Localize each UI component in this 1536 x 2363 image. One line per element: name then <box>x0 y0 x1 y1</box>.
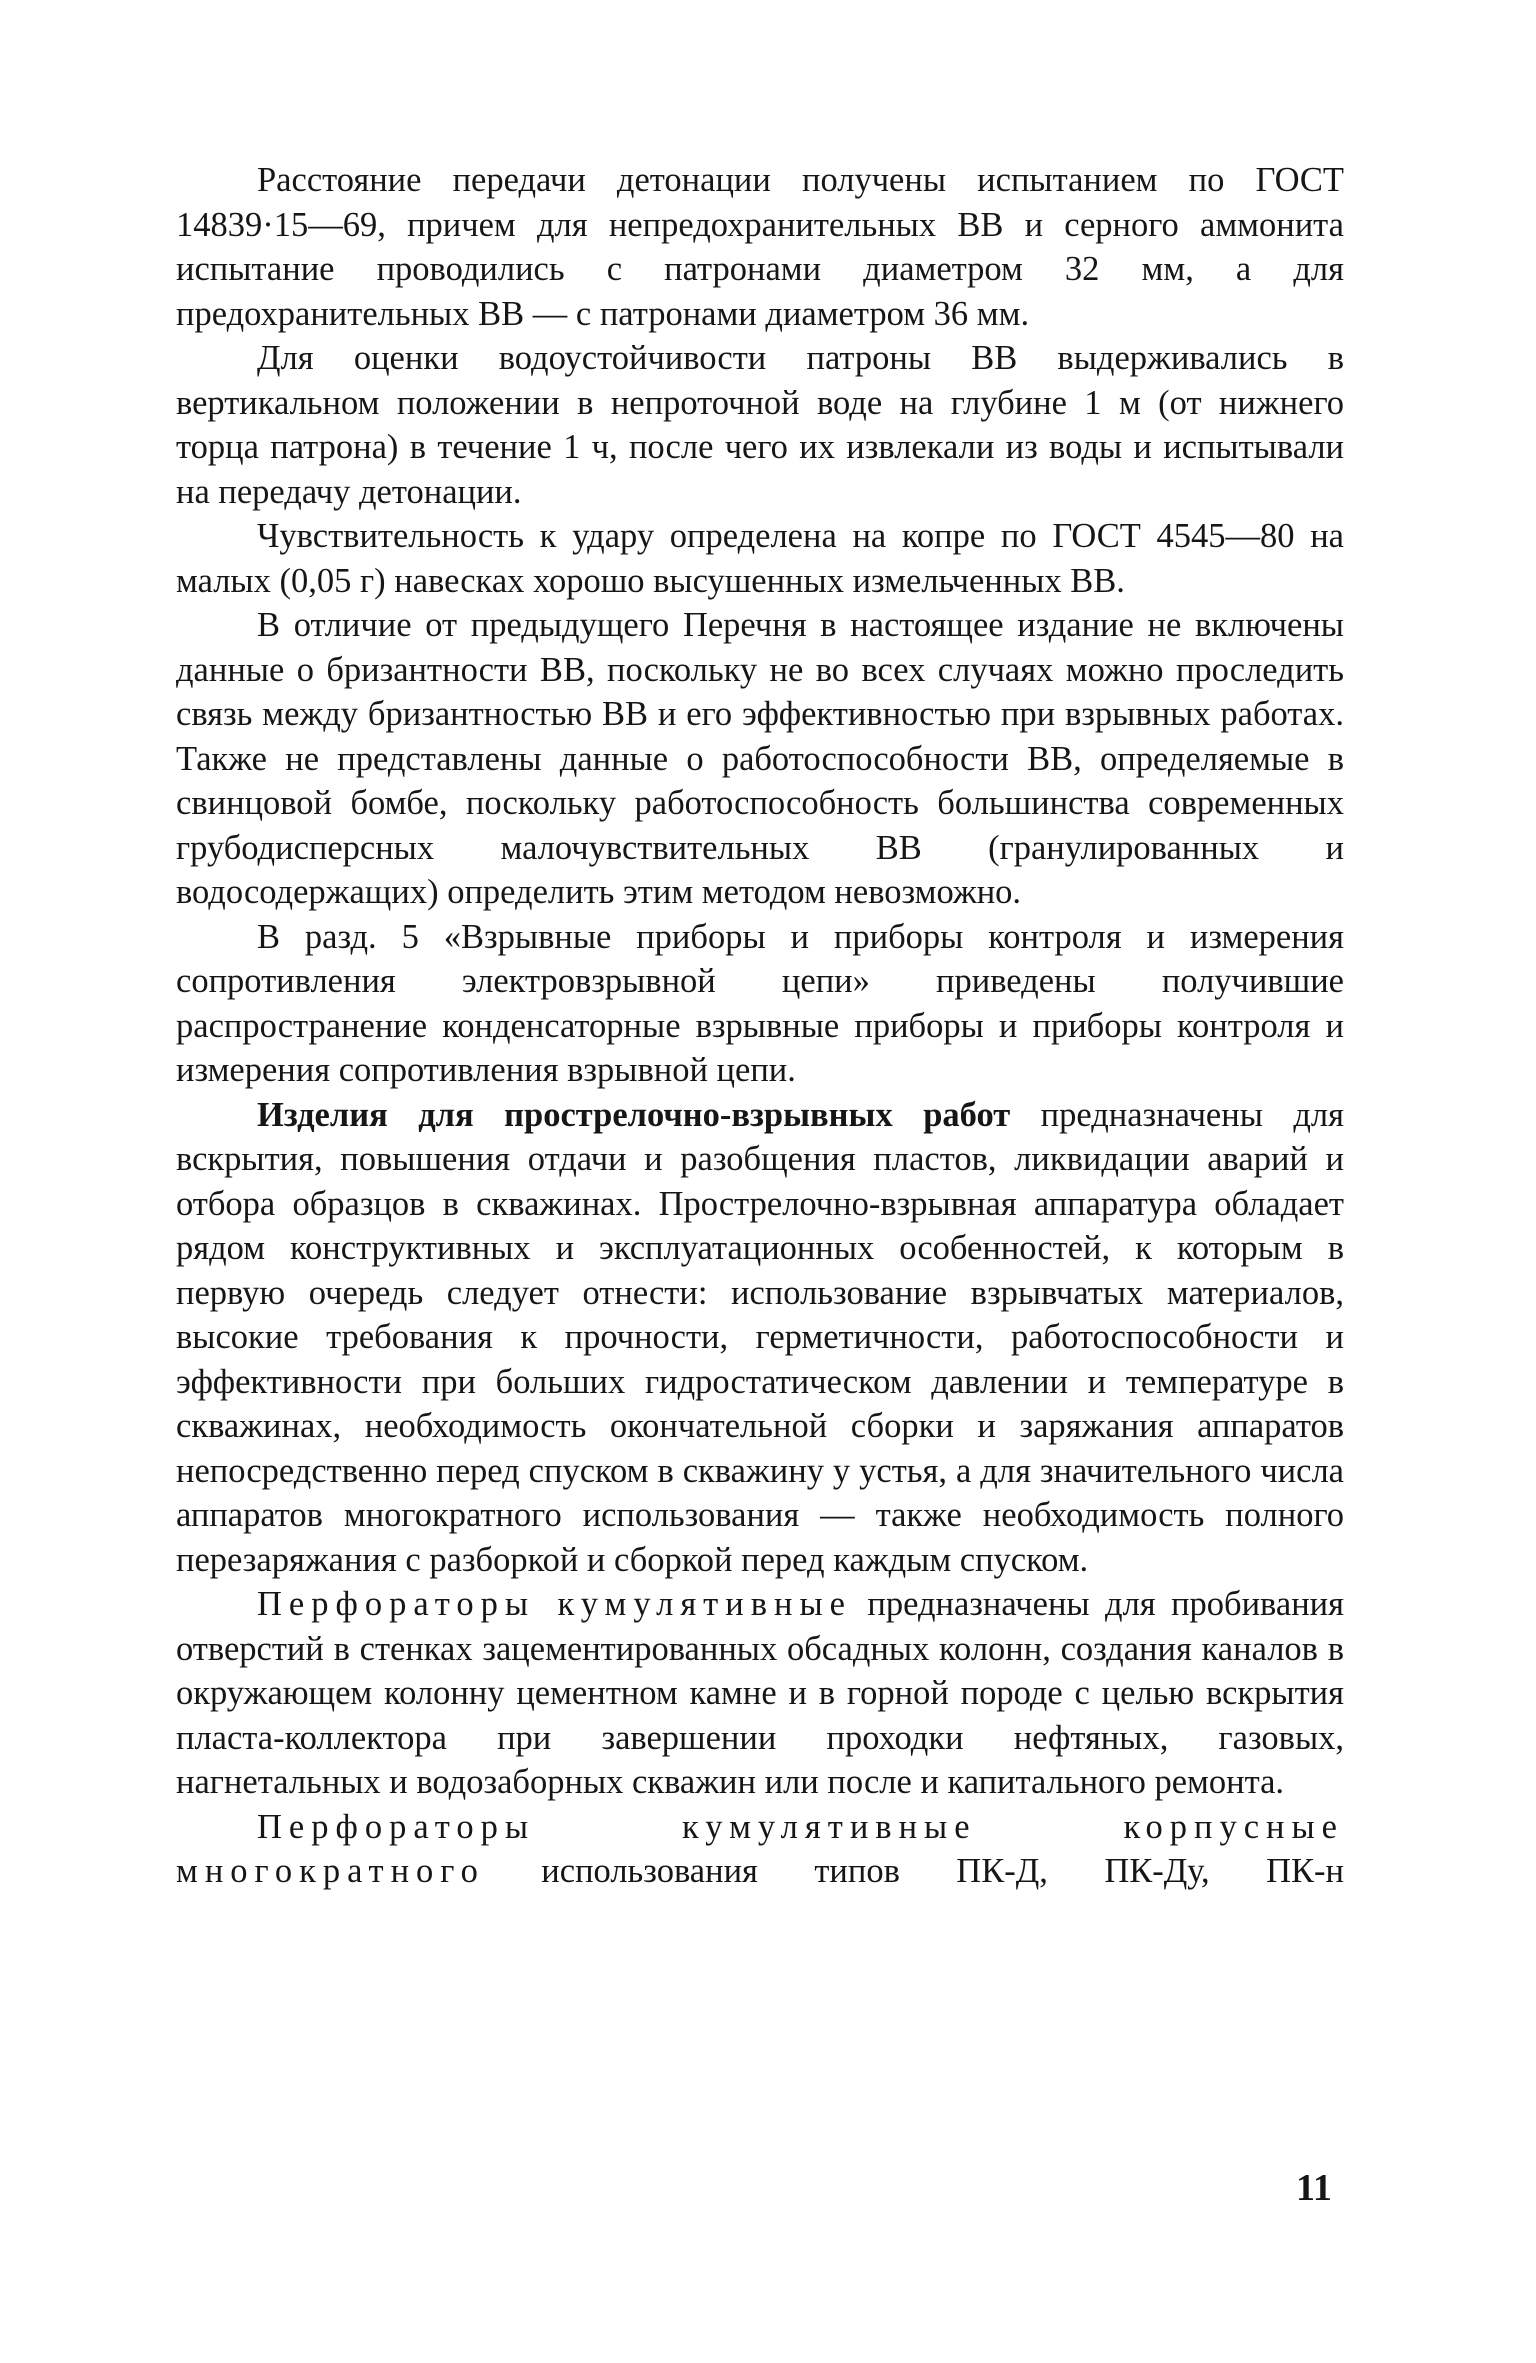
paragraph-impact-sensitivity: Чувствительность к удару определена на копре по ГОСТ 4545—80 на малых (0,05 г) навесках хорошо высушенных измельченных ВВ. <box>176 517 1344 600</box>
paragraph-body: использования типов ПК-Д, ПК-Ду, ПК-н <box>484 1852 1344 1890</box>
paragraph-cased-perforators <box>176 1805 1344 1894</box>
paragraph-body: предназначены для вскрытия, повышения отдачи и разобщения пластов, ликвидации аварий и отбора образцов в скважинах. Прострелочно-взрывная аппаратура обладает рядом конструктивных и эксплуатационных особенностей, к которым в первую очередь следует отнести: использование взрывчатых материалов, высокие требования к прочности, герметичности, работоспособности и эффективности при больших гидростатическом давлении и температуре в скважинах, необходимость окончательной сборки и заряжания аппаратов непосредственно перед спуском в скважину у устья, а для значительного числа аппаратов многократного использования — также необходимость полного перезаряжания с разборкой и сборкой перед каждым спуском. <box>176 1095 1344 1579</box>
paragraph-water-resistance: Для оценки водоустойчивости патроны ВВ выдерживались в вертикальном положении в непроточной воде на глубине 1 м (от нижнего торца патрона) в течение 1 ч, после чего их извлекали из воды и испытывали на передачу детонации. <box>176 339 1344 511</box>
page-number: 11 <box>1296 2167 1332 2209</box>
document-page <box>176 158 1344 1894</box>
paragraph-blasting-devices: В разд. 5 «Взрывные приборы и приборы контроля и измерения сопротивления электровзрывной цепи» приведены получившие распространение конденсаторные взрывные приборы и приборы контроля и измерения сопротивления взрывной цепи. <box>176 917 1344 1089</box>
paragraph-cumulative-perforators <box>176 1582 1344 1805</box>
paragraph-perforating-products <box>176 1093 1344 1583</box>
paragraph-lead-bold: Изделия для прострелочно-взрывных работ <box>257 1095 1011 1134</box>
paragraph-lead-spaced: Перфораторы кумулятивные <box>257 1585 852 1623</box>
paragraph-body: предназначены для пробивания отверстий в стенках зацементированных обсадных колонн, создания каналов в окружающем колонну цементном камне и в горной породе с целью вскрытия пласта-коллектора при завершении проходки нефтяных, газовых, нагнетальных и водозаборных скважин или после и капитального ремонта. <box>176 1585 1344 1801</box>
paragraph-lead-spaced: Перфораторы кумулятивные корпусные многократного <box>176 1807 1344 1890</box>
paragraph-brisance: В отличие от предыдущего Перечня в настоящее издание не включены данные о бризантности ВВ, поскольку не во всех случаях можно проследить связь между бризантностью ВВ и его эффективностью при взрывных работах. Также не представлены данные о работоспособности ВВ, определяемые в свинцовой бомбе, поскольку работоспособность большинства современных грубодисперсных малочувствительных ВВ (гранулированных и водосодержащих) определить этим методом невозможно. <box>176 606 1344 911</box>
paragraph-detonation-distance: Расстояние передачи детонации получены испытанием по ГОСТ 14839·15—69, причем для непредохранительных ВВ и серного аммонита испытание проводились с патронами диаметром 32 мм, а для предохранительных ВВ — с патронами диаметром 36 мм. <box>176 161 1344 333</box>
